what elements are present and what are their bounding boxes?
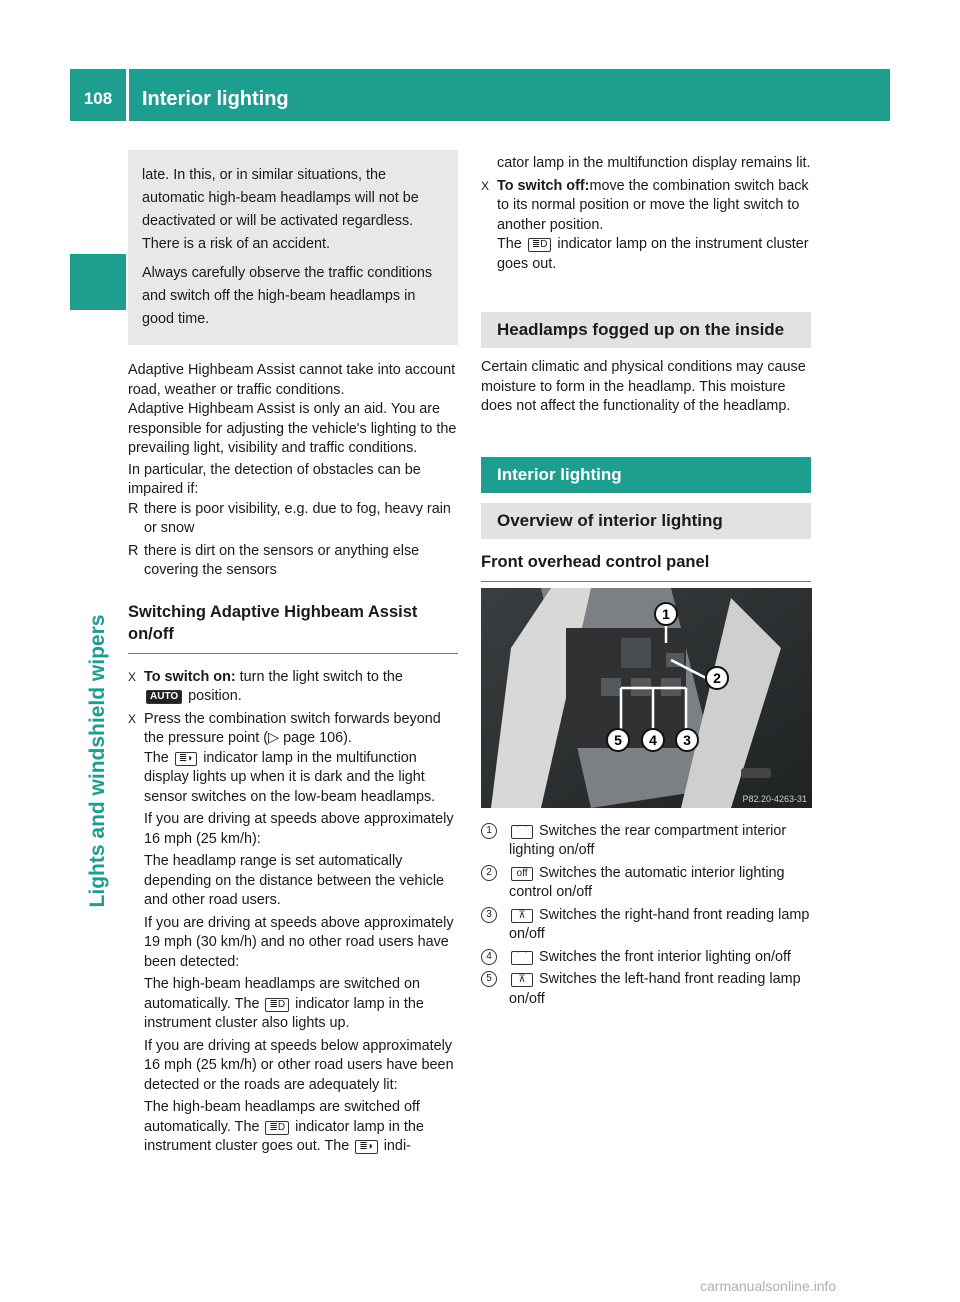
bullet-mark: R bbox=[128, 500, 139, 517]
paragraph: Adaptive Highbeam Assist is only an aid. You are responsible for adjusting the vehicle's lighting to the prevailing light, visibility and traffic conditions. bbox=[128, 401, 457, 456]
watermark: carmanualsonline.info bbox=[700, 1278, 837, 1294]
rear-interior-light-icon: ⌒ bbox=[511, 825, 533, 839]
chapter-title: Lights and windshield wipers bbox=[86, 614, 109, 908]
callout-3 bbox=[676, 729, 698, 751]
header-divider bbox=[126, 69, 129, 121]
adaptive-highbeam-icon: ≣◗ bbox=[355, 1140, 377, 1154]
bullet-item: R there is poor visibility, e.g. due to fog, heavy rain or snow bbox=[128, 500, 451, 536]
callout-5 bbox=[607, 729, 629, 751]
arrow-mark: X bbox=[128, 669, 137, 684]
subsection-heading: Front overhead control panel bbox=[481, 552, 710, 571]
high-beam-icon: ≣D bbox=[265, 998, 289, 1012]
right-column bbox=[481, 154, 811, 1012]
indented-text: If you are driving at speeds above approximately 16 mph (25 km/h): bbox=[144, 811, 454, 847]
legend-number: 1 bbox=[481, 823, 497, 839]
legend-item: 3 ⊼ Switches the right-hand front reading lamp on/off bbox=[481, 906, 811, 945]
chapter-sidebar bbox=[70, 121, 126, 1181]
page-number: 108 bbox=[83, 89, 113, 108]
indented-text: If you are driving at speeds below approximately 16 mph (25 km/h) or other road users have been detected or the roads are adequately lit: bbox=[144, 1037, 454, 1093]
bullet-item: R there is dirt on the sensors or anything else covering the sensors bbox=[128, 542, 420, 578]
callout-1 bbox=[655, 603, 677, 625]
paragraph: Adaptive Highbeam Assist cannot take into account road, weather or traffic conditions. bbox=[128, 362, 456, 398]
heading-rule bbox=[481, 581, 811, 582]
action-step: X To switch off:move the combination switch back to its normal position or move the light switch to another position. The ≣D indicator lamp on the instrument cluster goes out. bbox=[481, 177, 809, 272]
warning-box bbox=[128, 150, 458, 345]
section-bar: Overview of interior lighting bbox=[481, 503, 811, 539]
header-title: Interior lighting bbox=[142, 88, 289, 110]
reading-lamp-icon: ⊼ bbox=[511, 973, 533, 987]
legend-number: 4 bbox=[481, 949, 497, 965]
page-ref-arrow-icon: ▷ bbox=[268, 730, 280, 746]
heading-rule bbox=[128, 653, 458, 654]
legend-item: 2 off Switches the automatic interior lighting control on/off bbox=[481, 864, 811, 903]
legend-number: 3 bbox=[481, 907, 497, 923]
automatic-interior-light-icon: off bbox=[511, 867, 533, 881]
svg-text:4: 4 bbox=[649, 731, 657, 748]
svg-text:1: 1 bbox=[662, 605, 670, 622]
control-panel-photo bbox=[481, 588, 812, 808]
arrow-mark: X bbox=[128, 711, 137, 726]
reading-lamp-icon: ⊼ bbox=[511, 909, 533, 923]
svg-text:3: 3 bbox=[683, 731, 691, 748]
section-bar: Headlamps fogged up on the inside bbox=[481, 312, 811, 348]
auto-icon: AUTO bbox=[146, 690, 182, 704]
action-step: X Press the combination switch forwards beyond the pressure point (▷ page 106). The ≣◗ indicator lamp in the multifunction display lights up when it is dark and the light sensor switches on the low-beam headlamps. bbox=[128, 710, 441, 805]
front-interior-light-icon: ⌒ bbox=[511, 951, 533, 965]
legend-item: 4 ⌒ Switches the front interior lighting on/off bbox=[481, 948, 811, 968]
bullet-mark: R bbox=[128, 542, 139, 559]
action-step: X To switch on: turn the light switch to the AUTO position. bbox=[128, 668, 403, 704]
warning-text-2: Always carefully observe the traffic conditions and switch off the high-beam headlamps in good time. bbox=[142, 265, 433, 327]
indented-text: If you are driving at speeds above approximately 19 mph (30 km/h) and no other road users have been detected: bbox=[144, 914, 454, 970]
indented-text: The high-beam headlamps are switched off automatically. The ≣D indicator lamp in the instrument cluster goes out. The ≣◗ indi- bbox=[144, 1099, 424, 1154]
indented-text: cator lamp in the multifunction display remains lit. bbox=[497, 155, 811, 171]
page-reference[interactable]: page 106). bbox=[283, 730, 352, 746]
indented-text: The headlamp range is set automatically depending on the distance between the vehicle and other road users. bbox=[144, 853, 445, 908]
high-beam-icon: ≣D bbox=[265, 1121, 289, 1135]
svg-text:5: 5 bbox=[614, 731, 622, 748]
page-header bbox=[70, 69, 890, 121]
callout-2 bbox=[706, 667, 728, 689]
paragraph: In particular, the detection of obstacles can be impaired if: bbox=[128, 461, 421, 497]
legend-number: 2 bbox=[481, 865, 497, 881]
svg-text:2: 2 bbox=[713, 669, 721, 686]
high-beam-icon: ≣D bbox=[528, 238, 552, 252]
arrow-mark: X bbox=[481, 178, 490, 193]
photo-code: P82.20-4263-31 bbox=[742, 793, 807, 804]
indented-text: The high-beam headlamps are switched on automatically. The ≣D indicator lamp in the instrument cluster also lights up. bbox=[144, 976, 424, 1031]
chapter-marker bbox=[70, 254, 126, 310]
switch-5 bbox=[601, 678, 621, 696]
paragraph: Certain climatic and physical conditions may cause moisture to form in the headlamp. This moisture does not affect the functionality of the headlamp. bbox=[481, 359, 806, 414]
legend-item: 1 ⌒ Switches the rear compartment interior lighting on/off bbox=[481, 822, 811, 861]
callout-4 bbox=[642, 729, 664, 751]
legend-item: 5 ⊼ Switches the left-hand front reading lamp on/off bbox=[481, 970, 811, 1009]
legend-number: 5 bbox=[481, 971, 497, 987]
chapter-bar: Interior lighting bbox=[481, 457, 811, 493]
warning-text-1: late. In this, or in similar situations, the automatic high-beam headlamps will not be deactivated or will be activated regardless. There is a risk of an accident. bbox=[142, 167, 419, 252]
switch-1 bbox=[621, 638, 651, 668]
adaptive-highbeam-icon: ≣◗ bbox=[175, 752, 197, 766]
left-column bbox=[128, 150, 458, 1157]
clip-detail bbox=[741, 768, 771, 778]
section-heading: Switching Adaptive Highbeam Assist on/off bbox=[128, 602, 418, 643]
